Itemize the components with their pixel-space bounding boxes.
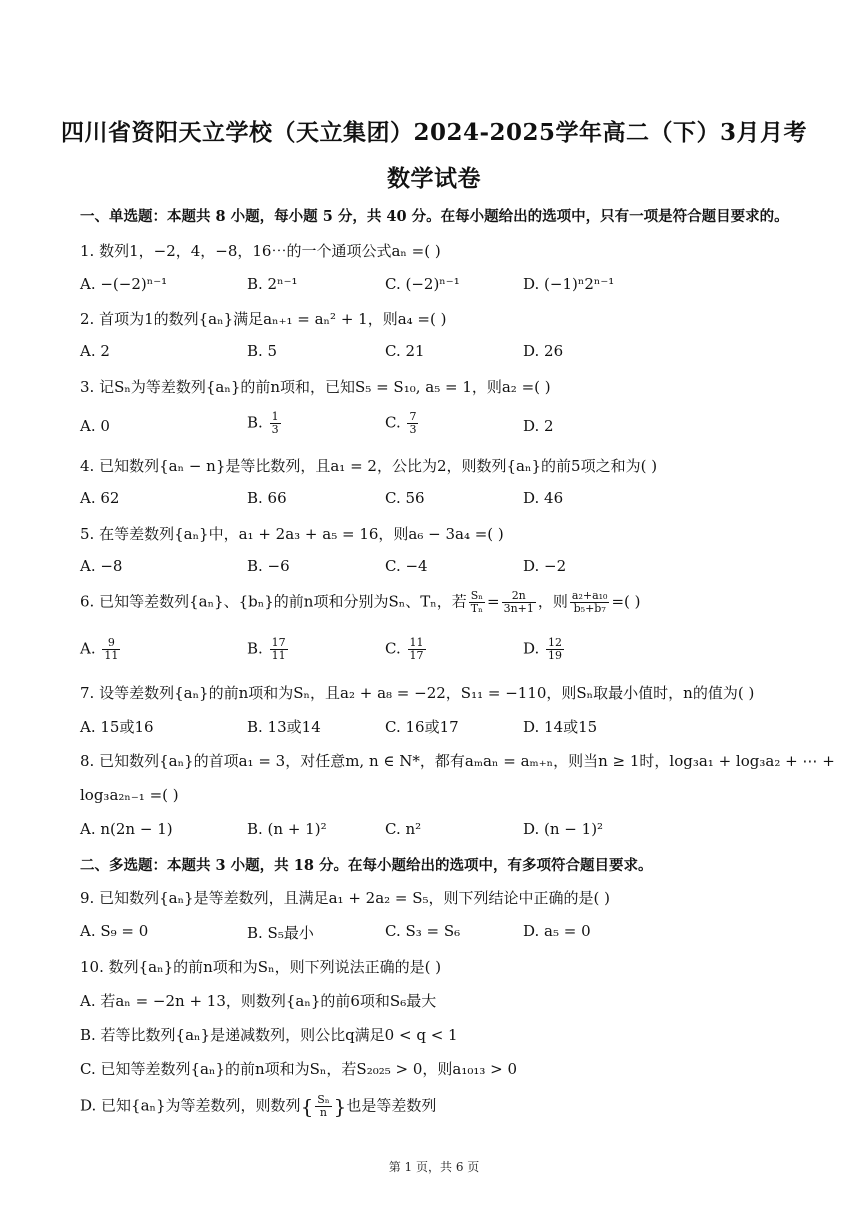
question-8-continued: log₃a₂ₙ₋₁ =( )	[80, 786, 179, 804]
q7-option-a: A. 15或16	[80, 718, 154, 736]
q6-fraction-s-over-t: $\frac{\text{Sₙ}}{\text{Tₙ}}$	[470, 589, 483, 615]
question-3: 3. 记Sₙ为等差数列{aₙ}的前n项和，已知S₅ = S₁₀, a₅ = 1，则a₂ =( )	[80, 378, 551, 396]
question-9: 9. 已知数列{aₙ}是等差数列，且满足a₁ + 2a₂ = S₅，则下列结论中正确的是( )	[80, 889, 611, 907]
section-single-choice: 一、单选题：本题共 8 小题，每小题 5 分，共 40 分。在每小题给出的选项中，只有一项是符合题目要求的。	[80, 208, 789, 225]
q5-option-b: B. −6	[247, 557, 290, 575]
q4-option-a: A. 62	[80, 489, 120, 507]
q5-option-d: D. −2	[523, 557, 567, 575]
q1-option-b: B. 2ⁿ⁻¹	[247, 275, 298, 293]
question-6: 6. 已知等差数列{aₙ}、{bₙ}的前n项和分别为Sₙ、Tₙ，若 $\frac{\text{Sₙ}}{\text{Tₙ}}$ = $\frac{2n}{3n+1}$ ，则 $\frac{\text{a₂+a₁₀}}{\text{b₅+b₇}}$ =( )	[80, 589, 641, 615]
q9-option-d: D. a₅ = 0	[523, 922, 591, 940]
q1-option-a: A. −(−2)ⁿ⁻¹	[80, 275, 168, 293]
q3-option-d: D. 2	[523, 417, 554, 435]
q5-option-a: A. −8	[80, 557, 123, 575]
section-multiple-choice: 二、多选题：本题共 3 小题，共 18 分。在每小题给出的选项中，有多项符合题目要求。	[80, 857, 653, 874]
q4-option-b: B. 66	[247, 489, 287, 507]
q8-option-d: D. (n − 1)²	[523, 820, 604, 838]
page-footer: 第 1 页，共 6 页	[388, 1160, 480, 1174]
q8-option-b: B. (n + 1)²	[247, 820, 327, 838]
q10-d-fraction: $\frac{\text{Sₙ}}{n}$	[317, 1093, 330, 1119]
q7-option-c: C. 16或17	[385, 718, 459, 736]
q9-option-a: A. S₉ = 0	[80, 922, 149, 940]
question-2: 2. 首项为1的数列{aₙ}满足aₙ₊₁ = aₙ² + 1，则a₄ =( )	[80, 310, 447, 328]
q6-option-a: A. $\frac{9}{11}$	[80, 636, 119, 662]
q3-b-fraction: $\frac{1}{3}$	[271, 410, 279, 436]
q3-c-fraction: $\frac{7}{3}$	[409, 410, 417, 436]
q3-option-b: B. $\frac{1}{3}$	[247, 410, 279, 436]
q6-fraction-ratio: $\frac{2n}{3n+1}$	[503, 589, 534, 615]
q7-option-d: D. 14或15	[523, 718, 598, 736]
q8-option-c: C. n²	[385, 820, 422, 838]
q7-option-b: B. 13或14	[247, 718, 321, 736]
q5-option-c: C. −4	[385, 557, 428, 575]
exam-title-line1: 四川省资阳天立学校（天立集团）2024-2025学年高二（下）3月月考	[60, 119, 808, 146]
q9-option-b: B. S₅最小	[247, 924, 314, 942]
q4-option-d: D. 46	[523, 489, 564, 507]
q6-fraction-target: $\frac{\text{a₂+a₁₀}}{\text{b₅+b₇}}$	[571, 589, 608, 615]
q10-option-c: C. 已知等差数列{aₙ}的前n项和为Sₙ，若S₂₀₂₅ > 0，则a₁₀₁₃ > 0	[80, 1060, 518, 1078]
q3-option-a: A. 0	[80, 417, 110, 435]
question-8: 8. 已知数列{aₙ}的首项a₁ = 3，对任意m, n ∈ N*，都有aₘaₙ = aₘ₊ₙ，则当n ≥ 1时，log₃a₁ + log₃a₂ + ⋯ +	[80, 752, 835, 770]
q10-option-b: B. 若等比数列{aₙ}是递减数列，则公比q满足0 < q < 1	[80, 1026, 458, 1044]
question-7: 7. 设等差数列{aₙ}的前n项和为Sₙ，且a₂ + a₈ = −22，S₁₁ = −110，则Sₙ取最小值时，n的值为( )	[80, 684, 755, 702]
q2-option-a: A. 2	[80, 342, 110, 360]
q9-option-c: C. S₃ = S₆	[385, 922, 461, 940]
question-4: 4. 已知数列{aₙ − n}是等比数列，且a₁ = 2，公比为2，则数列{aₙ}的前5项之和为( )	[80, 457, 658, 475]
q1-option-c: C. (−2)ⁿ⁻¹	[385, 275, 460, 293]
question-1: 1. 数列1，−2，4，−8，16⋯的一个通项公式aₙ =( )	[80, 242, 441, 260]
q10-option-a: A. 若aₙ = −2n + 13，则数列{aₙ}的前6项和S₆最大	[80, 992, 437, 1010]
q4-option-c: C. 56	[385, 489, 425, 507]
q1-option-d: D. (−1)ⁿ2ⁿ⁻¹	[523, 275, 615, 293]
question-10: 10. 数列{aₙ}的前n项和为Sₙ，则下列说法正确的是( )	[80, 958, 442, 976]
q8-option-a: A. n(2n − 1)	[80, 820, 173, 838]
question-5: 5. 在等差数列{aₙ}中，a₁ + 2a₃ + a₅ = 16，则a₆ − 3a₄ =( )	[80, 525, 504, 543]
q2-option-c: C. 21	[385, 342, 425, 360]
q10-option-d: D. 已知{aₙ}为等差数列，则数列{ $\frac{\text{Sₙ}}{n}$ }也是等差数列	[80, 1093, 437, 1119]
q3-option-c: C. $\frac{7}{3}$	[385, 410, 417, 436]
exam-title-line2: 数学试卷	[387, 165, 481, 192]
q2-option-b: B. 5	[247, 342, 278, 360]
q2-option-d: D. 26	[523, 342, 564, 360]
q6-option-d: D. $\frac{12}{19}$	[523, 636, 563, 662]
q6-option-b: B. $\frac{17}{11}$	[247, 636, 286, 662]
q6-option-c: C. $\frac{11}{17}$	[385, 636, 424, 662]
